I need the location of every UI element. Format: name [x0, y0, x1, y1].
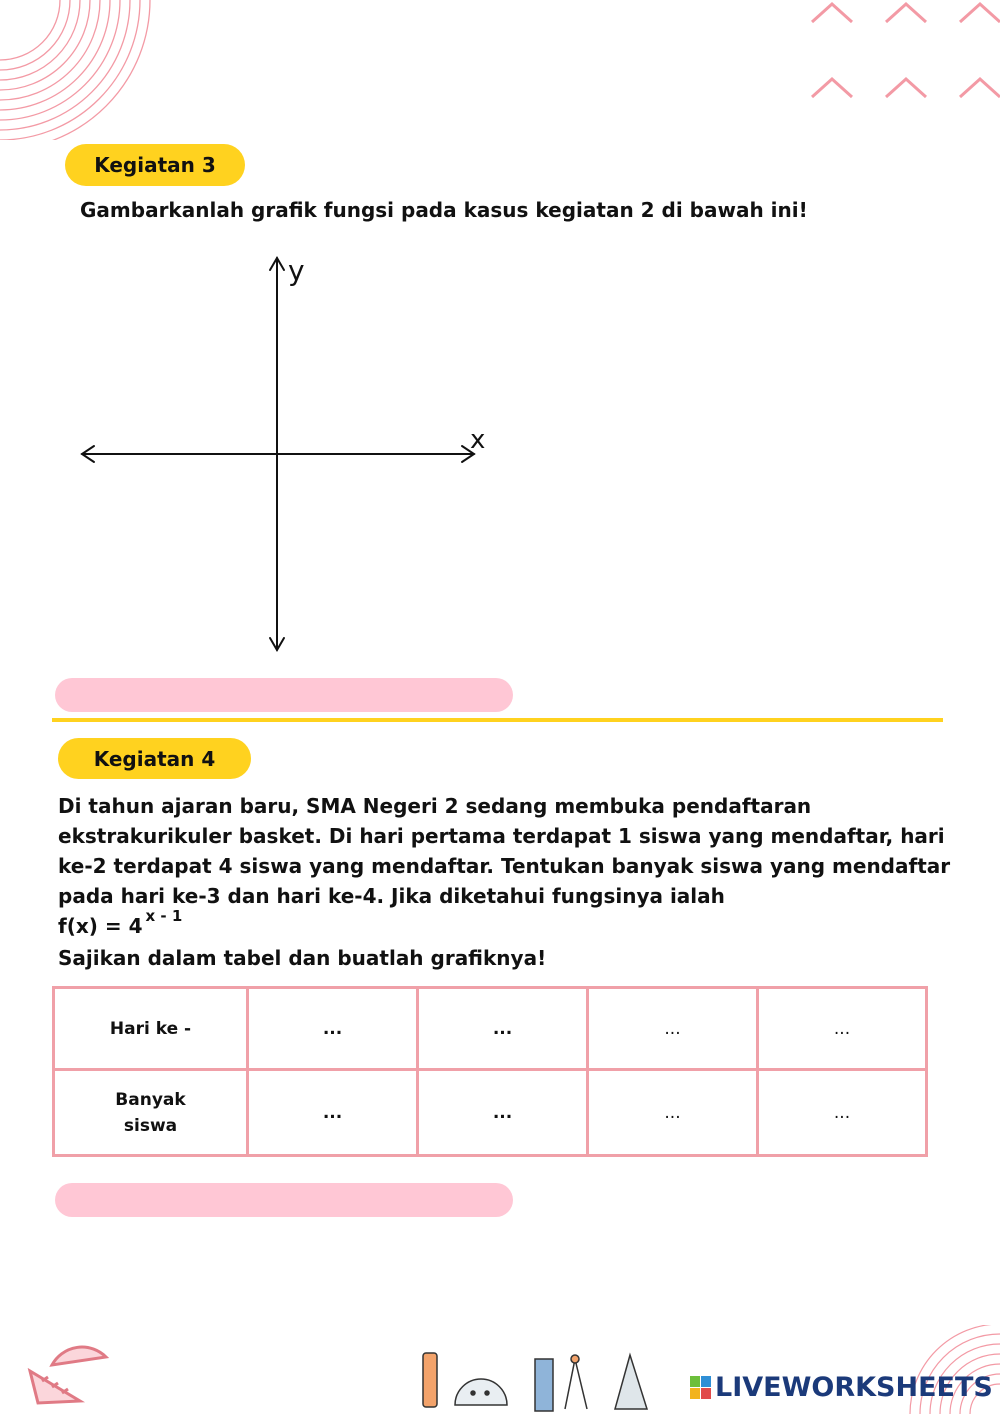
table-cell-input[interactable]: ... — [588, 1070, 758, 1156]
logo-badge — [690, 1376, 711, 1399]
stationery-characters-illustration — [415, 1345, 675, 1414]
cartesian-axes[interactable] — [70, 250, 510, 660]
table-row — [54, 1070, 927, 1156]
problem-line: Di tahun ajaran baru, SMA Negeri 2 sedang membuka pendaftaran — [58, 794, 812, 818]
kegiatan-3-badge-label: Kegiatan 3 — [94, 153, 216, 177]
kegiatan-3-badge — [65, 144, 245, 186]
table-cell-input[interactable]: ... — [248, 988, 418, 1070]
answer-bar-kegiatan-3[interactable] — [55, 678, 513, 712]
section-divider — [52, 718, 943, 722]
decorative-chevrons-top-right — [800, 0, 1000, 110]
table-cell-input[interactable]: ... — [758, 1070, 927, 1156]
logo-text: LIVEWORKSHEETS — [715, 1372, 993, 1403]
problem-line: ke-2 terdapat 4 siswa yang mendaftar. Tentukan banyak siswa yang mendaftar — [58, 854, 951, 878]
problem-line: pada hari ke-3 dan hari ke-4. Jika diketahui fungsinya ialah — [58, 884, 725, 908]
table-cell-input[interactable]: ... — [418, 988, 588, 1070]
kegiatan-3-instruction: Gambarkanlah grafik fungsi pada kasus kegiatan 2 di bawah ini! — [80, 198, 808, 222]
table-cell-input[interactable]: ... — [248, 1070, 418, 1156]
closing-instruction: Sajikan dalam tabel dan buatlah grafiknya! — [58, 946, 547, 970]
row-label-hari: Hari ke - — [54, 988, 248, 1070]
table-cell-input[interactable]: ... — [758, 988, 927, 1070]
table-cell-input[interactable]: ... — [418, 1070, 588, 1156]
problem-line: ekstrakurikuler basket. Di hari pertama terdapat 1 siswa yang mendaftar, hari — [58, 824, 945, 848]
axis-x-label: x — [470, 425, 486, 455]
axis-y-label: y — [288, 254, 305, 287]
liveworksheets-logo — [690, 1372, 993, 1403]
formula-base: f(x) = 4 — [58, 914, 143, 938]
row-label-line: Banyak — [115, 1089, 186, 1110]
answer-table — [52, 986, 928, 1157]
row-label-line: siswa — [123, 1115, 178, 1136]
kegiatan-4-problem — [58, 791, 958, 973]
kegiatan-4-badge — [58, 738, 251, 779]
function-formula — [58, 907, 958, 943]
table-cell-input[interactable]: ... — [588, 988, 758, 1070]
table-row — [54, 988, 927, 1070]
formula-exponent: x - 1 — [145, 907, 183, 925]
row-label-banyak-siswa — [54, 1070, 248, 1156]
decorative-arcs-top-left — [0, 0, 170, 140]
ruler-protractor-icon — [22, 1325, 112, 1405]
kegiatan-4-badge-label: Kegiatan 4 — [93, 746, 216, 771]
answer-bar-kegiatan-4[interactable] — [55, 1183, 513, 1217]
